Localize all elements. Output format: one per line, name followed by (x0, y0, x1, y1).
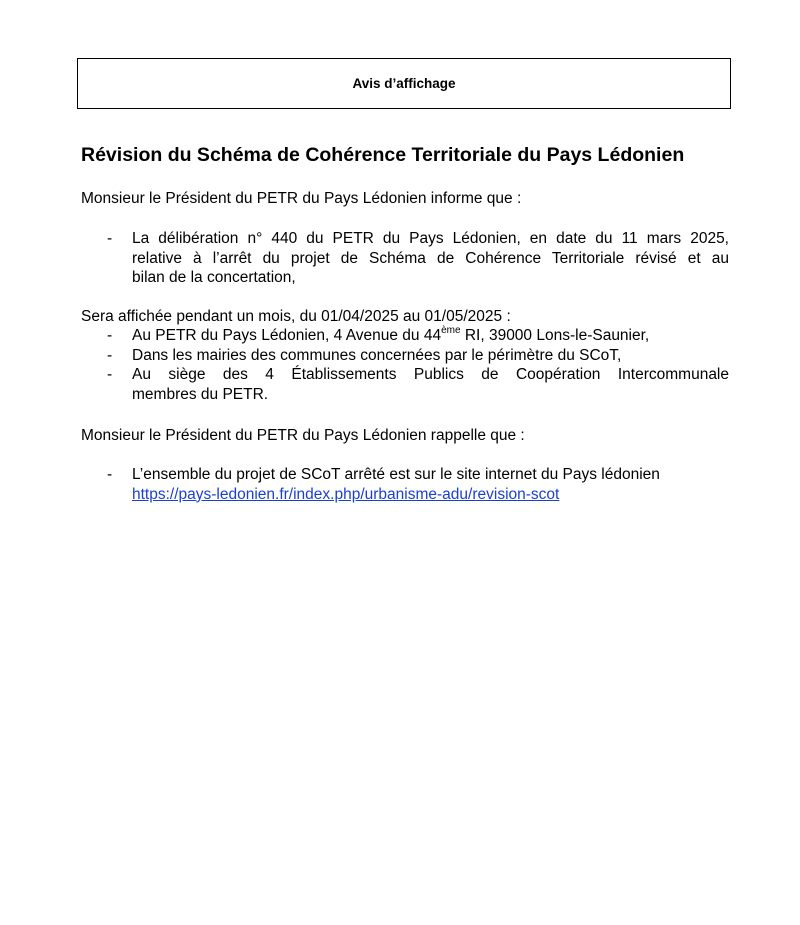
document-title: Révision du Schéma de Cohérence Territoriale du Pays Lédonien (81, 144, 685, 166)
scot-project-link[interactable]: https://pays-ledonien.fr/index.php/urbanisme-adu/revision-scot (132, 485, 560, 503)
deliberation-line-1: La délibération n° 440 du PETR du Pays Lédonien, en date du 11 mars 2025, (132, 230, 729, 247)
list-item (81, 346, 729, 366)
deliberation-line-3: bilan de la concertation, (132, 269, 296, 286)
notice-header-box (77, 58, 731, 109)
intro-paragraph: Monsieur le Président du PETR du Pays Lédonien informe que : (81, 190, 522, 207)
list-item (81, 465, 729, 504)
display-places-list (81, 326, 729, 404)
list-dash: - (107, 230, 113, 247)
place-1 (132, 326, 729, 346)
reminder-list (81, 465, 729, 504)
deliberation-list (81, 229, 729, 288)
place-1-after: RI, 39000 Lons-le-Saunier, (460, 327, 650, 344)
deliberation-line-2: relative à l’arrêt du projet de Schéma de Cohérence Territoriale révisé et au (132, 249, 729, 267)
place-3-line-2: membres du PETR. (132, 385, 269, 403)
notice-header-title: Avis d’affichage (352, 76, 456, 91)
list-dash: - (107, 466, 113, 483)
reminder-intro-paragraph: Monsieur le Président du PETR du Pays Lédonien rappelle que : (81, 427, 525, 444)
place-1-superscript: ème (441, 324, 461, 336)
place-3-line-1: Au siège des 4 Établissements Publics de Coopération Intercommunale (132, 366, 729, 383)
place-2: Dans les mairies des communes concernées par le périmètre du SCoT, (132, 346, 622, 364)
list-item (81, 229, 729, 288)
list-item (81, 365, 729, 404)
reminder-text: L’ensemble du projet de SCoT arrêté est sur le site internet du Pays lédonien (132, 466, 660, 483)
list-item (81, 326, 729, 346)
display-intro-paragraph: Sera affichée pendant un mois, du 01/04/2025 au 01/05/2025 : (81, 308, 511, 325)
list-dash: - (107, 366, 113, 383)
list-dash: - (107, 346, 113, 364)
list-dash: - (107, 327, 113, 344)
place-1-before: Au PETR du Pays Lédonien, 4 Avenue du 44 (132, 327, 442, 344)
